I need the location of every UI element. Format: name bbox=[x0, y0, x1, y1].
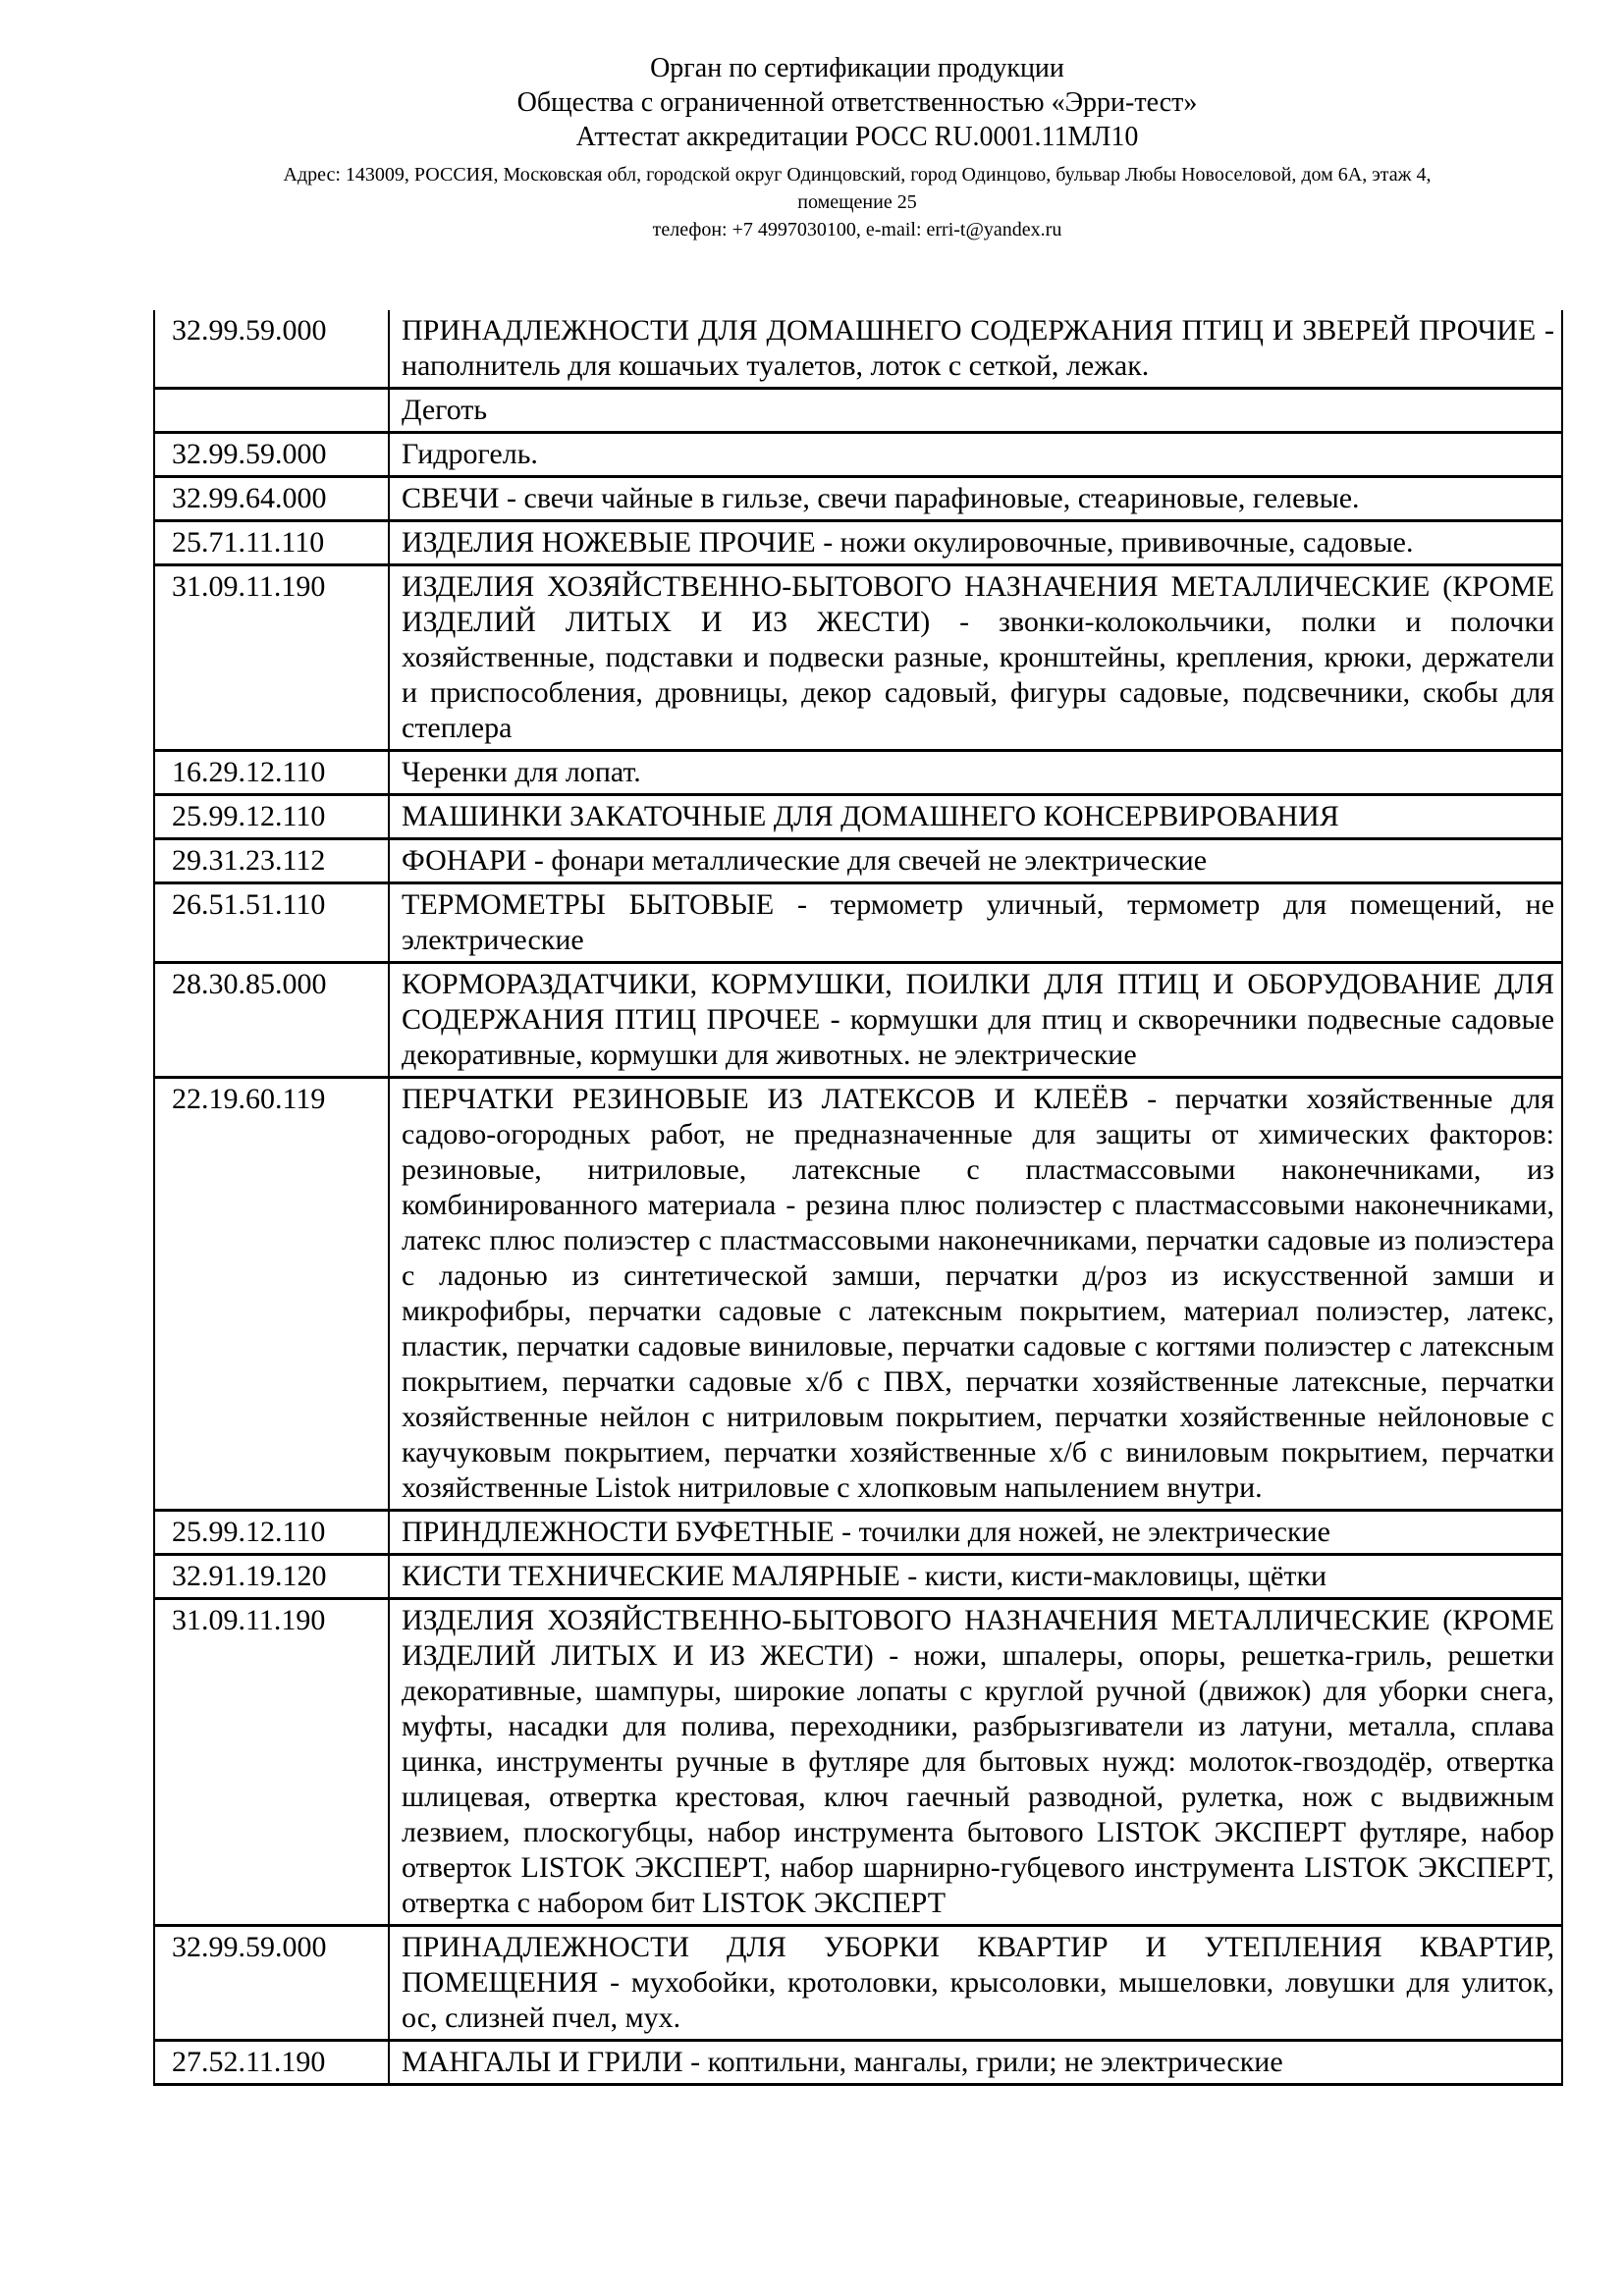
code-cell: 31.09.11.190 bbox=[154, 565, 389, 751]
table-row bbox=[154, 883, 1562, 963]
product-details: - кормушки для птиц и скворечники подвесные садовые декоративные, кормушки для животных. не электрические bbox=[402, 1003, 1555, 1071]
description-cell bbox=[389, 477, 1562, 521]
org-phone-email-line: телефон: +7 4997030100, e-mail: erri-t@yandex.ru bbox=[652, 219, 1062, 240]
product-name: ПЕРЧАТКИ РЕЗИНОВЫЕ ИЗ ЛАТЕКСОВ И КЛЕЁВ bbox=[402, 1083, 1129, 1115]
product-details: - наполнитель для кошачьих туалетов, лоток с сеткой, лежак. bbox=[402, 314, 1554, 382]
code-cell: 32.99.59.000 bbox=[154, 310, 389, 389]
products-table bbox=[153, 310, 1563, 2086]
description-cell bbox=[389, 883, 1562, 963]
description-cell bbox=[389, 1599, 1562, 1926]
table-row bbox=[154, 795, 1562, 839]
product-name: КИСТИ ТЕХНИЧЕСКИЕ МАЛЯРНЫЕ bbox=[402, 1560, 900, 1592]
code-cell: 28.30.85.000 bbox=[154, 963, 389, 1078]
description-cell bbox=[389, 1555, 1562, 1599]
product-name: ИЗДЕЛИЯ ХОЗЯЙСТВЕННО-БЫТОВОГО НАЗНАЧЕНИЯ МЕТАЛЛИЧЕСКИЕ (КРОМЕ ИЗДЕЛИЙ ЛИТЫХ И ИЗ ЖЕСТИ) bbox=[402, 1604, 1554, 1672]
table-row bbox=[154, 1926, 1562, 2041]
product-details: - точилки для ножей, не электрические bbox=[834, 1516, 1330, 1548]
document-content bbox=[153, 0, 1561, 2086]
table-row bbox=[154, 839, 1562, 883]
product-name: ТЕРМОМЕТРЫ БЫТОВЫЕ bbox=[402, 888, 775, 921]
description-cell bbox=[389, 1078, 1562, 1511]
table-row bbox=[154, 1078, 1562, 1511]
code-cell: 22.19.60.119 bbox=[154, 1078, 389, 1511]
code-cell: 25.99.12.110 bbox=[154, 795, 389, 839]
product-details: - свечи чайные в гильзе, свечи парафиновые, стеариновые, гелевые. bbox=[499, 482, 1360, 514]
product-details: - фонари металлические для свечей не электрические bbox=[526, 844, 1208, 877]
code-cell: 31.09.11.190 bbox=[154, 1599, 389, 1926]
table-row bbox=[154, 751, 1562, 795]
table-row bbox=[154, 565, 1562, 751]
description-cell bbox=[389, 963, 1562, 1078]
table-row bbox=[154, 1555, 1562, 1599]
product-details: - кисти, кисти-макловицы, щётки bbox=[899, 1560, 1327, 1592]
description-cell bbox=[389, 1926, 1562, 2041]
table-row bbox=[154, 521, 1562, 565]
description-cell bbox=[389, 433, 1562, 477]
code-cell bbox=[154, 389, 389, 433]
org-address-line-2: помещение 25 bbox=[797, 191, 917, 213]
description-cell bbox=[389, 751, 1562, 795]
product-name: Черенки для лопат. bbox=[402, 756, 641, 788]
description-cell bbox=[389, 795, 1562, 839]
code-cell: 32.99.64.000 bbox=[154, 477, 389, 521]
description-cell bbox=[389, 389, 1562, 433]
product-name: ПРИНАДЛЕЖНОСТИ ДЛЯ ДОМАШНЕГО СОДЕРЖАНИЯ ПТИЦ И ЗВЕРЕЙ ПРОЧИЕ bbox=[402, 314, 1537, 347]
code-cell: 26.51.51.110 bbox=[154, 883, 389, 963]
org-title-line-2: Общества с ограниченной ответственностью «Эрри-тест» bbox=[516, 87, 1198, 118]
description-cell bbox=[389, 565, 1562, 751]
product-name: ПРИНДЛЕЖНОСТИ БУФЕТНЫЕ bbox=[402, 1516, 835, 1548]
product-name: СВЕЧИ bbox=[402, 482, 500, 514]
table-row bbox=[154, 963, 1562, 1078]
code-cell: 32.91.19.120 bbox=[154, 1555, 389, 1599]
product-name: ФОНАРИ bbox=[402, 844, 527, 877]
org-title-line-1: Орган по сертификации продукции bbox=[650, 53, 1064, 83]
product-name: МАШИНКИ ЗАКАТОЧНЫЕ ДЛЯ ДОМАШНЕГО КОНСЕРВИРОВАНИЯ bbox=[402, 800, 1339, 832]
product-details: - термометр уличный, термометр для помещений, не электрические bbox=[402, 888, 1555, 956]
product-name: Деготь bbox=[402, 394, 488, 426]
product-details: - мухобойки, кротоловки, крысоловки, мышеловки, ловушки для улиток, ос, слизней пчел, мух. bbox=[402, 1966, 1554, 2034]
org-address-line-1: Адрес: 143009, РОССИЯ, Московская обл, городской округ Одинцовский, город Одинцово, бульвар Любы Новоселовой, дом 6А, этаж 4, bbox=[283, 164, 1432, 186]
code-cell: 27.52.11.190 bbox=[154, 2041, 389, 2085]
org-title-line-3: Аттестат аккредитации РОСС RU.0001.11МЛ10 bbox=[575, 122, 1139, 152]
product-details: - ножи, шпалеры, опоры, решетка-гриль, решетки декоративные, шампуры, широкие лопаты с круглой ручной (движок) для уборки снега, муфты, насадки для полива, переходники, разбрызгиватели из латуни, металла, сплава цинка, инструменты ручные в футляре для бытовых нужд: молоток-гвоздодёр, отвертка шлицевая, отвертка крестовая, ключ гаечный разводной, рулетка, нож с выдвижным лезвием, плоскогубцы, набор инструмента бытового LISTOK ЭКСПЕРТ футляре, набор отверток LISTOK ЭКСПЕРТ, набор шарнирно-губцевого инструмента LISTOK ЭКСПЕРТ, отвертка с набором бит LISTOK ЭКСПЕРТ bbox=[402, 1639, 1554, 1919]
code-cell: 29.31.23.112 bbox=[154, 839, 389, 883]
products-table-body bbox=[154, 310, 1562, 2085]
code-cell: 32.99.59.000 bbox=[154, 433, 389, 477]
table-row bbox=[154, 1599, 1562, 1926]
code-cell: 16.29.12.110 bbox=[154, 751, 389, 795]
description-cell bbox=[389, 2041, 1562, 2085]
description-cell bbox=[389, 1511, 1562, 1555]
product-name: МАНГАЛЫ И ГРИЛИ bbox=[402, 2046, 683, 2078]
product-details: - звонки-колокольчики, полки и полочки хозяйственные, подставки и подвески разные, кронштейны, крепления, крюки, держатели и приспособления, дровницы, декор садовый, фигуры садовые, подсвечники, скобы для степлера bbox=[402, 606, 1554, 744]
org-contact-block bbox=[153, 161, 1561, 243]
table-row bbox=[154, 2041, 1562, 2085]
product-name: ПРИНАДЛЕЖНОСТИ ДЛЯ УБОРКИ КВАРТИР И УТЕПЛЕНИЯ КВАРТИР, ПОМЕЩЕНИЯ bbox=[402, 1931, 1554, 1999]
product-details: - перчатки хозяйственные для садово-огородных работ, не предназначенные для защиты от химических факторов: резиновые, нитриловые, латексные с пластмассовыми наконечниками, из комбинированного материала - резина плюс полиэстер с пластмассовыми наконечниками, латекс плюс полиэстер с пластмассовыми наконечниками, перчатки садовые из полиэстера с ладонью из синтетической замши, перчатки д/роз из искусственной замши и микрофибры, перчатки садовые с латексным покрытием, материал полиэстер, латекс, пластик, перчатки садовые виниловые, перчатки садовые с когтями полиэстер с латексным покрытием, перчатки садовые х/б с ПВХ, перчатки хозяйственные латексные, перчатки хозяйственные нейлон с нитриловым покрытием, перчатки хозяйственные нейлоновые с каучуковым покрытием, перчатки хозяйственные х/б с виниловым покрытием, перчатки хозяйственные Listok нитриловые с хлопковым напылением внутри. bbox=[402, 1083, 1554, 1504]
table-row bbox=[154, 477, 1562, 521]
product-details: - коптильни, мангалы, грили; не электрические bbox=[682, 2046, 1283, 2078]
code-cell: 25.71.11.110 bbox=[154, 521, 389, 565]
table-row bbox=[154, 433, 1562, 477]
certification-body-header bbox=[153, 51, 1561, 243]
description-cell bbox=[389, 839, 1562, 883]
table-row bbox=[154, 1511, 1562, 1555]
product-name: Гидрогель. bbox=[402, 438, 538, 470]
product-details: - ножи окулировочные, прививочные, садовые. bbox=[815, 526, 1414, 559]
product-name: КОРМОРАЗДАТЧИКИ, КОРМУШКИ, ПОИЛКИ ДЛЯ ПТИЦ И ОБОРУДОВАНИЕ ДЛЯ СОДЕРЖАНИЯ ПТИЦ ПРОЧЕЕ bbox=[402, 968, 1554, 1036]
description-cell bbox=[389, 521, 1562, 565]
description-cell bbox=[389, 310, 1562, 389]
product-name: ИЗДЕЛИЯ НОЖЕВЫЕ ПРОЧИЕ bbox=[402, 526, 816, 559]
code-cell: 32.99.59.000 bbox=[154, 1926, 389, 2041]
table-row bbox=[154, 310, 1562, 389]
table-row bbox=[154, 389, 1562, 433]
code-cell: 25.99.12.110 bbox=[154, 1511, 389, 1555]
product-name: ИЗДЕЛИЯ ХОЗЯЙСТВЕННО-БЫТОВОГО НАЗНАЧЕНИЯ МЕТАЛЛИЧЕСКИЕ (КРОМЕ ИЗДЕЛИЙ ЛИТЫХ И ИЗ ЖЕСТИ) bbox=[402, 570, 1554, 638]
